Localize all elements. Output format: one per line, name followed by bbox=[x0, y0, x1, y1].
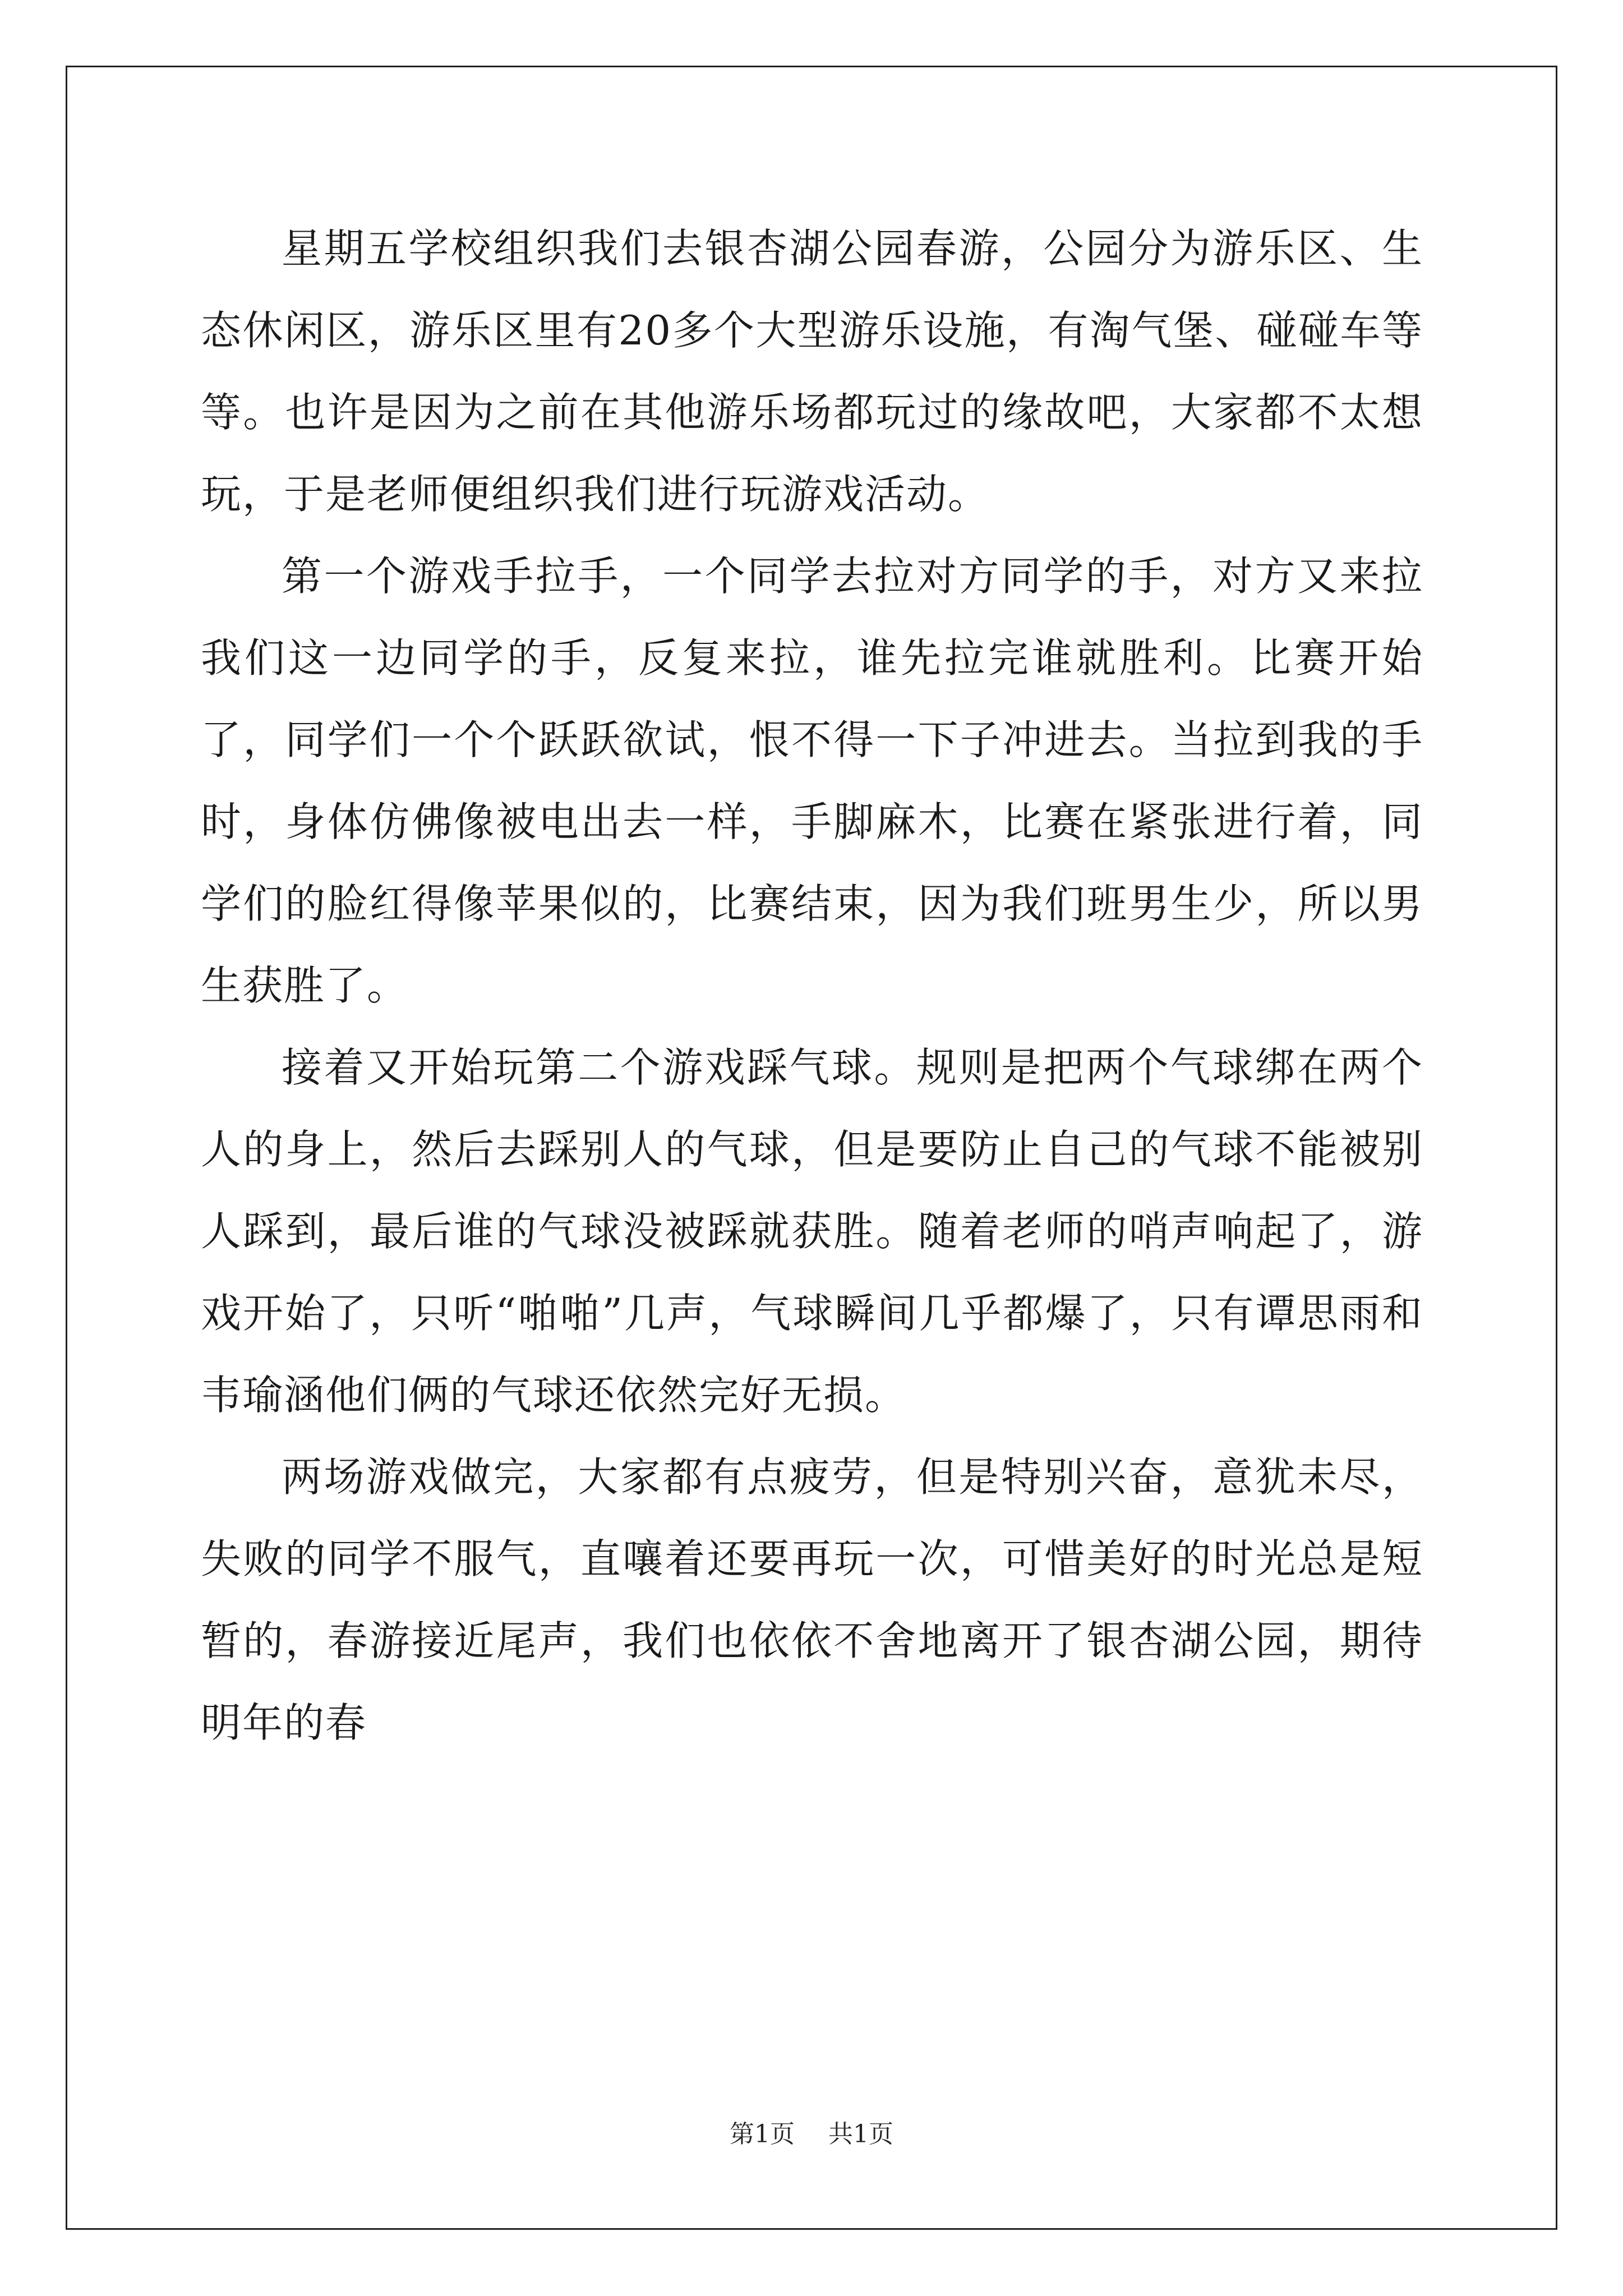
page-number: 第1页 bbox=[730, 2120, 795, 2148]
page-total: 共1页 bbox=[828, 2120, 893, 2148]
page-footer bbox=[0, 2118, 1623, 2151]
paragraph: 接着又开始玩第二个游戏踩气球。规则是把两个气球绑在两个人的身上，然后去踩别人的气球，但是要防止自己的气球不能被别人踩到，最后谁的气球没被踩就获胜。随着老师的哨声响起了，游戏开始了，只听“啪啪”几声，气球瞬间几乎都爆了，只有谭思雨和韦瑜涵他们俩的气球还依然完好无损。 bbox=[201, 1044, 1423, 1419]
document-body bbox=[201, 208, 1423, 1764]
paragraph: 两场游戏做完，大家都有点疲劳，但是特别兴奋，意犹未尽，失败的同学不服气，直嚷着还要再玩一次，可惜美好的时光总是短暂的，春游接近尾声，我们也依依不舍地离开了银杏湖公园，期待明年的春 bbox=[201, 1453, 1423, 1746]
paragraph: 第一个游戏手拉手，一个同学去拉对方同学的手，对方又来拉我们这一边同学的手，反复来拉，谁先拉完谁就胜利。比赛开始了，同学们一个个跃跃欲试，恨不得一下子冲进去。当拉到我的手时，身体仿佛像被电出去一样，手脚麻木，比赛在紧张进行着，同学们的脸红得像苹果似的，比赛结束，因为我们班男生少，所以男生获胜了。 bbox=[201, 553, 1423, 1009]
paragraph: 星期五学校组织我们去银杏湖公园春游，公园分为游乐区、生态休闲区，游乐区里有20多个大型游乐设施，有淘气堡、碰碰车等等。也许是因为之前在其他游乐场都玩过的缘故吧，大家都不太想玩，于是老师便组织我们进行玩游戏活动。 bbox=[201, 225, 1423, 518]
